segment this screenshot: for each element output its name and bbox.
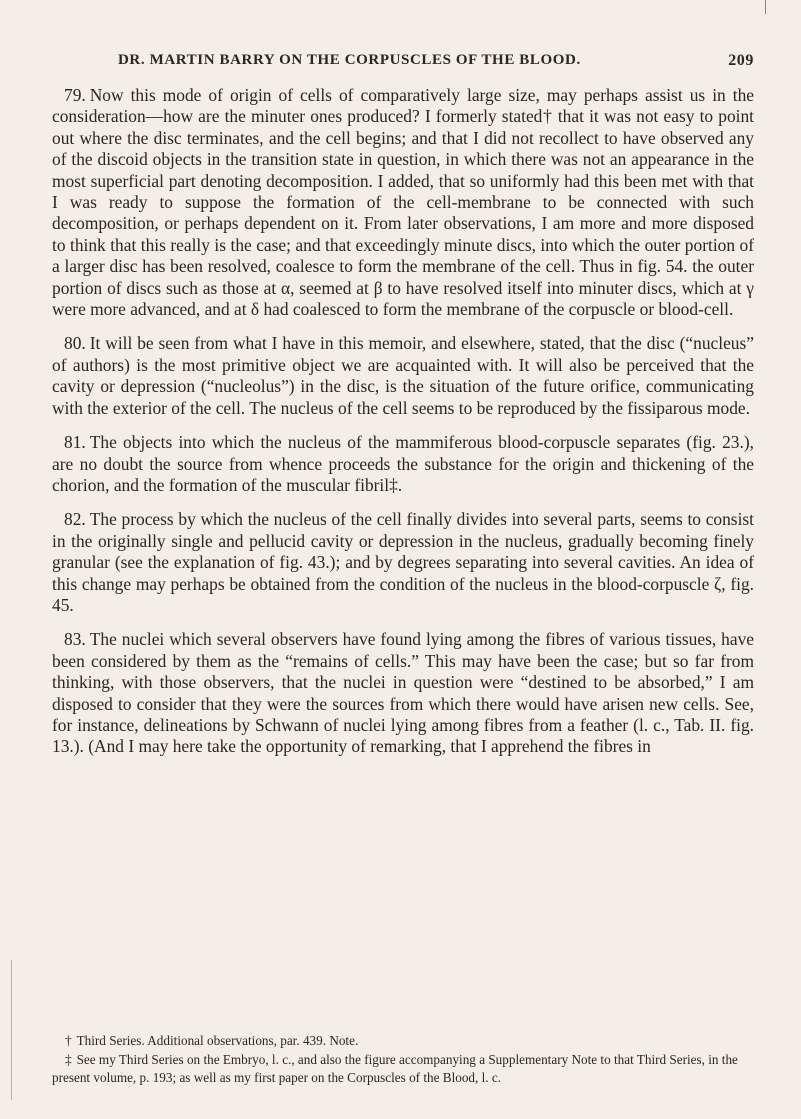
paragraph-number: 81. — [64, 432, 86, 453]
footnote-mark: ‡ — [65, 1051, 72, 1067]
paragraph-text: The nuclei which several observers have found lying among the fibres of various tissues, have been considered by them as the “remains of cells.” This may have been the case; but so far from thinking, with those observers, that the nuclei in question were “destined to be absorbed,” I am disposed to consider that they were the sources from which there would have arisen new cells. See, for instance, delineations by Schwann of nuclei lying among fibres from a feather (l. c., Tab. II. fig. 13.). (And I may here take the opportunity of remarking, that I apprehend the fibres in — [52, 629, 754, 757]
paragraph-number: 79. — [64, 85, 86, 105]
paragraph-text: The objects into which the nucleus of the mammiferous blood-corpuscle separates (fig. 23.), are no doubt the source from whence proceeds the substance for the origin and thickening of the chorion, and the formation of the muscular fibril‡. — [52, 432, 754, 495]
paragraph-80 — [52, 333, 754, 419]
paragraph-82 — [52, 509, 754, 616]
paragraph-number: 82. — [64, 509, 86, 530]
paragraph-number: 80. — [64, 333, 86, 354]
left-edge-mark — [11, 960, 12, 1100]
top-edge-rule — [765, 0, 766, 14]
paragraph-81 — [52, 432, 754, 496]
paragraph-text: The process by which the nucleus of the cell finally divides into several parts, seems to consist in the originally single and pellucid cavity or depression in the nucleus, gradually becoming finely granular (see the explanation of fig. 43.); and by degrees separating into several cavities. An idea of this change may perhaps be obtained from the condition of the nucleus in the blood-corpuscle ζ, fig. 45. — [52, 509, 754, 615]
footnote-text: See my Third Series on the Embryo, l. c., and also the figure accompanying a Supplementary Note to that Third Series, in the present volume, p. 193; as well as my first paper on the Corpuscles of the Blood, l. c. — [52, 1051, 738, 1086]
footnotes — [52, 1032, 754, 1088]
footnote-double-dagger — [52, 1051, 754, 1088]
paragraph-number: 83. — [64, 629, 86, 650]
footnote-text: Third Series. Additional observations, par. 439. Note. — [76, 1033, 359, 1048]
paragraph-text: It will be seen from what I have in this memoir, and elsewhere, stated, that the disc (“nucleus” of authors) is the most primitive object we are acquainted with. It will also be perceived that the cavity or depression (“nucleolus”) in the disc, is the situation of the future orifice, communicating with the exterior of the cell. The nucleus of the cell seems to be reproduced by the fissiparous mode. — [52, 333, 754, 418]
footnote-mark: † — [65, 1033, 72, 1048]
paragraph-83 — [52, 629, 754, 757]
paragraph-text: Now this mode of origin of cells of comparatively large size, may perhaps assist us in the consideration—how are the minuter ones produced? I formerly stated† that it was not easy to point out where the disc terminates, and the cell begins; and that I did not recollect to have observed any of the discoid objects in the transition state in question, in which there was not an appearance in the most superficial part denoting decomposition. I added, that so uniformly had this been met with that I was ready to suppose the formation of the cell-membrane to be connected with such decomposition, or perhaps dependent on it. From later observations, I am more and more disposed to think that this really is the case; and that exceedingly minute discs, into which the outer portion of a larger disc has been resolved, coalesce to form the membrane of the cell. Thus in fig. 54. the outer portion of discs such as those at α, seemed at β to have resolved itself into minuter discs, which at γ were more advanced, and at δ had coalesced to form the membrane of the corpuscle or blood-cell. — [52, 85, 754, 320]
footnote-dagger — [52, 1032, 754, 1051]
paragraph-79 — [52, 85, 754, 320]
body-text — [52, 85, 754, 771]
page-header — [118, 52, 754, 74]
page-number: 209 — [728, 52, 754, 69]
running-title: DR. MARTIN BARRY ON THE CORPUSCLES OF THE BLOOD. — [118, 52, 581, 68]
